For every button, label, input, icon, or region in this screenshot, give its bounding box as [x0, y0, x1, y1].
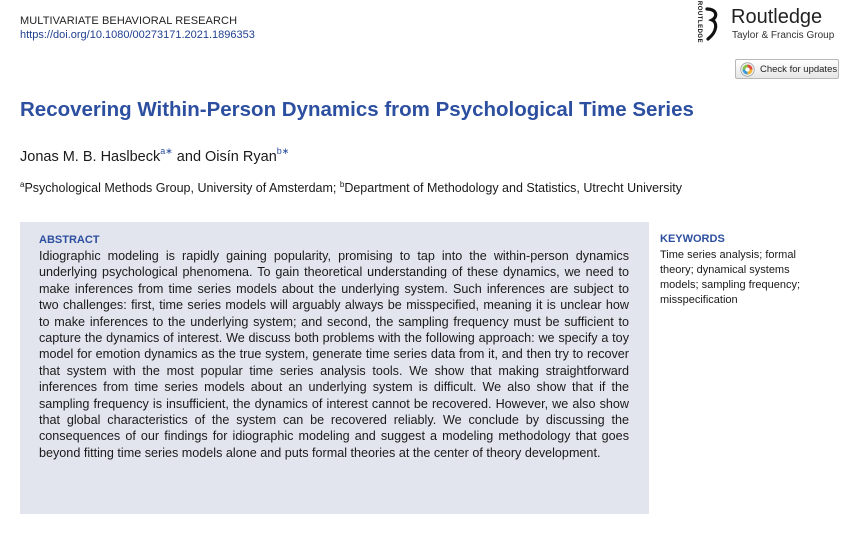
- abstract-box: [20, 222, 649, 514]
- keywords-text: Time series analysis; formal theory; dynamical systems models; sampling frequency; misspecification: [660, 249, 801, 306]
- paper-title: Recovering Within-Person Dynamics from Psychological Time Series: [20, 98, 694, 121]
- affiliation-text: Psychological Methods Group, University of Amsterdam;: [24, 181, 340, 195]
- affiliation-text: Department of Methodology and Statistics, Utrecht University: [344, 181, 682, 195]
- check-updates-label: Check for updates: [760, 63, 838, 75]
- author-name: Jonas M. B. Haslbeck: [20, 149, 161, 165]
- author-joiner: and: [172, 149, 206, 165]
- affiliation-mark: b: [339, 180, 345, 189]
- logo-side-label: ROUTLEDGE: [696, 0, 703, 44]
- publisher-logo: [692, 0, 842, 46]
- publisher-name: Routledge: [731, 6, 823, 28]
- publisher-subtitle: Taylor & Francis Group: [732, 30, 835, 41]
- author-name: Oisín Ryan: [205, 149, 277, 165]
- abstract-heading: ABSTRACT: [39, 234, 100, 246]
- abstract-text: Idiographic modeling is rapidly gaining popularity, promising to tap into the within-person dynamics underlying psychological phenomena. To gain theoretical understanding of these dynamics, we need to make inferences from time series models about the underlying system. Such inferences are subject to two challenges: first, time series models will arguably always be misspecified, meaning it is unclear how to make inferences to the underlying system; and second, the sampling frequency must be sufficient to capture the dynamics of interest. We discuss both problems with the following approach: we specify a toy model for emotion dynamics as the true system, generate time series data from it, and then try to recover that system with the most popular time series analysis tools. We show that making straightforward inferences from time series models about an underlying system is difficult. We also show that if the sampling frequency is insufficient, the dynamics of interest cannot be recovered. However, we also show that global characteristics of the system can be recovered reliably. We conclude by discussing the consequences of our findings for idiographic modeling and suggest a modeling methodology that goes beyond fitting time series models alone and puts formal theories at the center of theory development.: [39, 249, 629, 460]
- keywords-section: [660, 233, 820, 308]
- routledge-logo-icon: [705, 7, 719, 41]
- keywords-heading: KEYWORDS: [660, 233, 725, 245]
- affiliations: [20, 180, 682, 195]
- journal-name: MULTIVARIATE BEHAVIORAL RESEARCH: [20, 15, 238, 27]
- affiliation-mark: a: [20, 180, 25, 189]
- check-for-updates-button[interactable]: [735, 59, 839, 79]
- check-updates-icon: [740, 62, 755, 77]
- author-list: [20, 146, 289, 165]
- logo-side-text: [692, 0, 704, 46]
- author-affiliation-mark: b∗: [276, 146, 290, 156]
- author-affiliation-mark: a∗: [160, 146, 173, 156]
- doi-link[interactable]: https://doi.org/10.1080/00273171.2021.1896353: [20, 29, 255, 41]
